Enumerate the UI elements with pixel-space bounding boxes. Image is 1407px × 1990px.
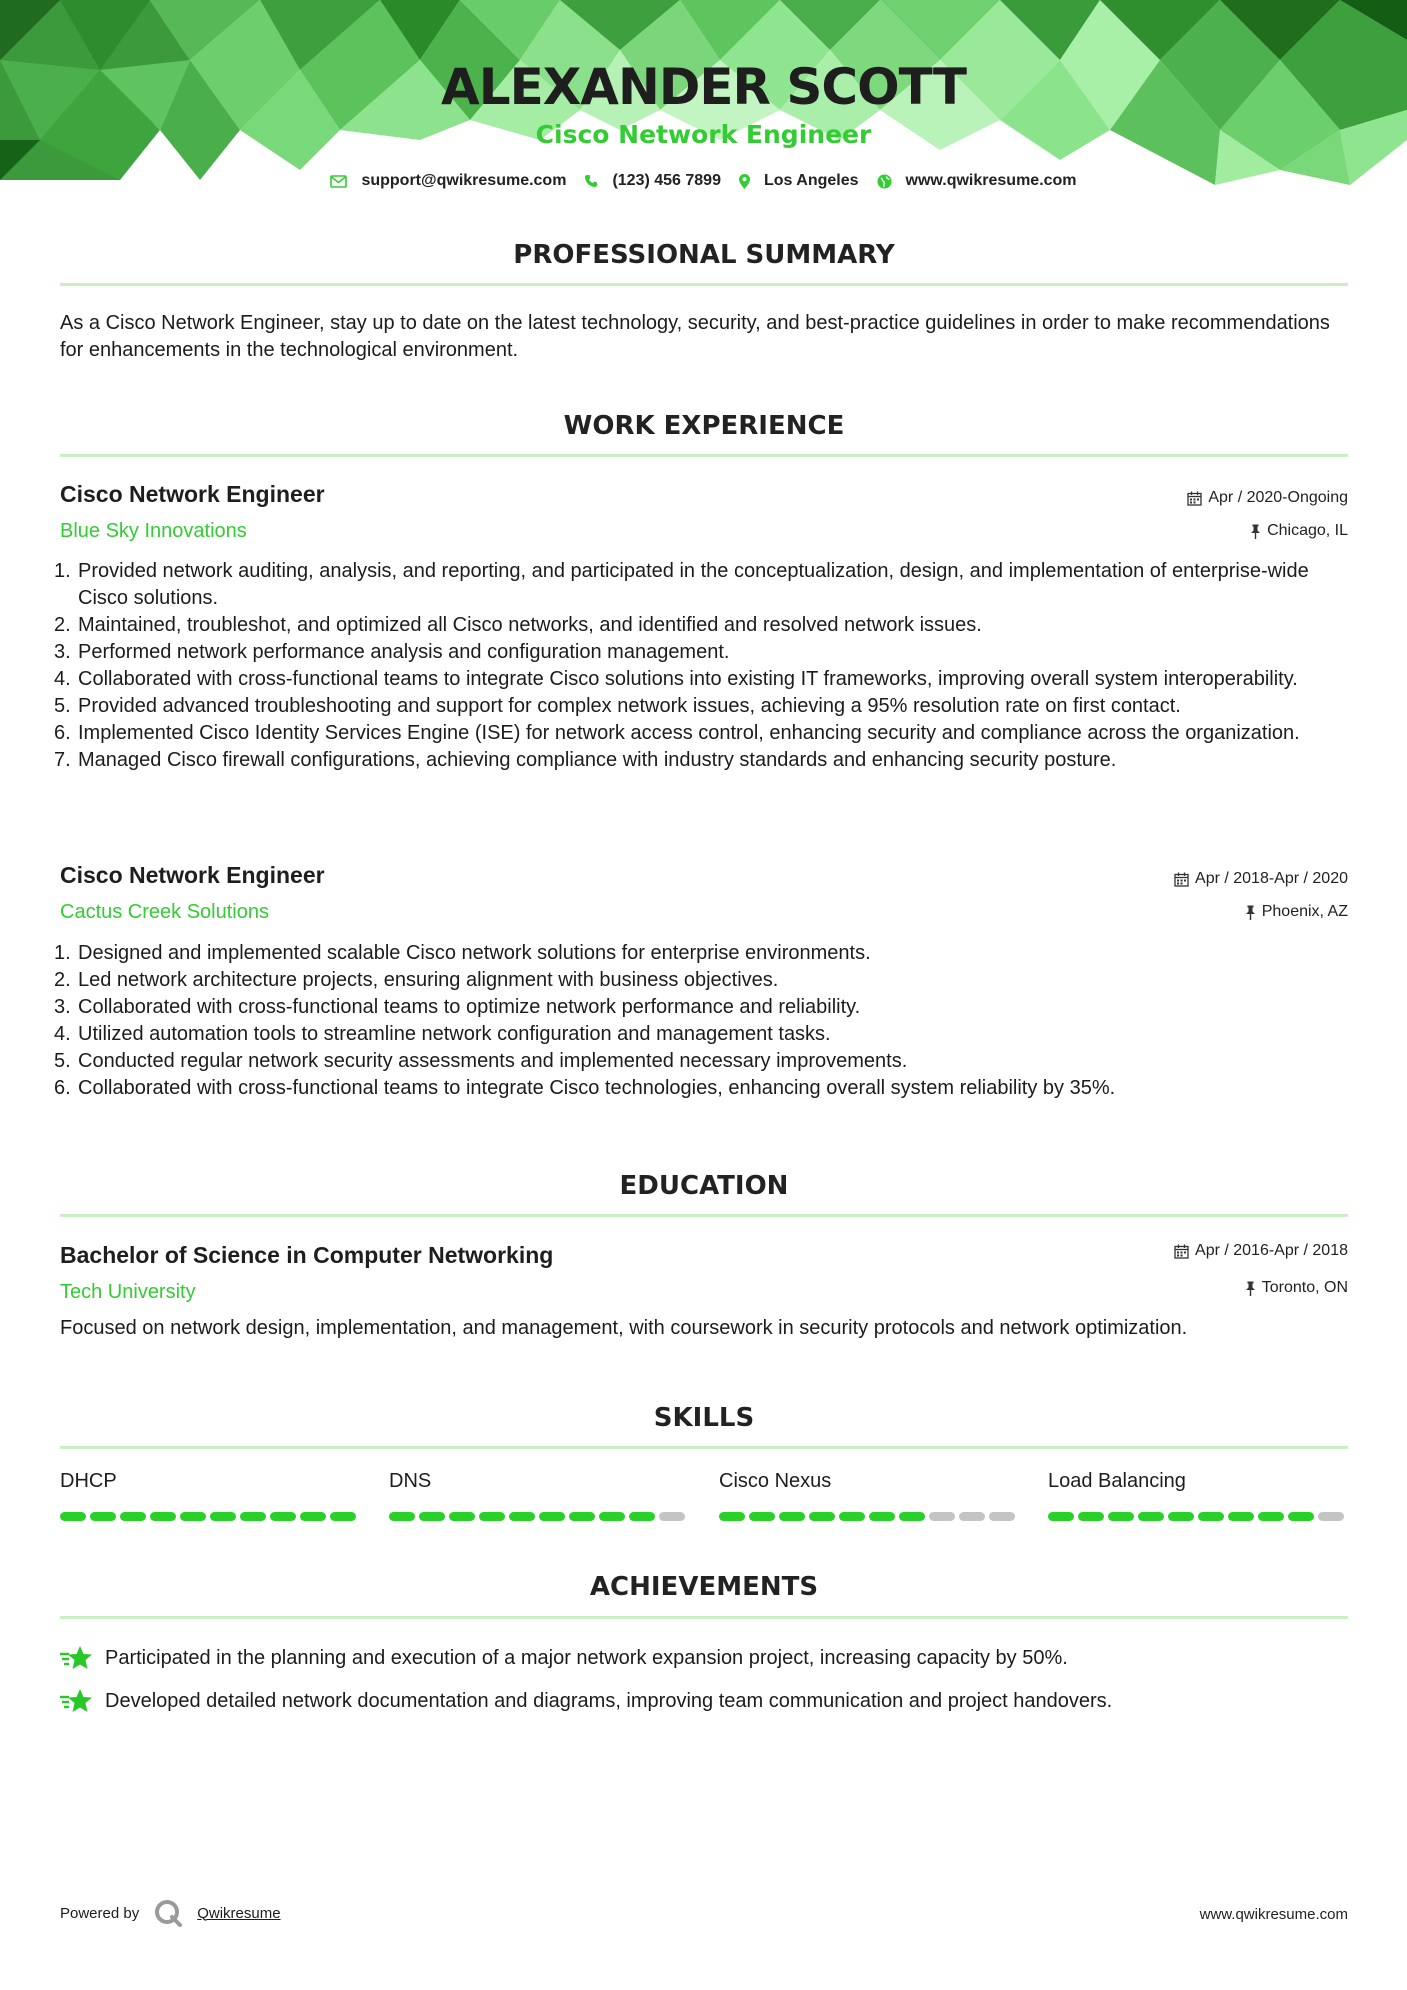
achievement-item — [60, 1687, 1350, 1715]
summary-rule — [60, 283, 1348, 286]
achievement-item — [60, 1644, 1350, 1672]
skill-segment — [539, 1512, 565, 1521]
achievements-rule — [60, 1616, 1348, 1619]
achievements-heading: ACHIEVEMENTS — [589, 1572, 819, 1602]
education-location-text: Toronto, ON — [1261, 1279, 1348, 1296]
skill-segment — [90, 1512, 116, 1521]
skill-segment — [1198, 1512, 1224, 1521]
skill-segment — [1318, 1512, 1344, 1521]
powered-by-label: Powered by — [60, 1904, 140, 1922]
degree-title: Bachelor of Science in Computer Networking — [60, 1242, 554, 1268]
calendar-icon — [1187, 491, 1202, 506]
job-dates — [1174, 870, 1348, 888]
skill-segment — [180, 1512, 206, 1521]
list-item: 3. Collaborated with cross-functional teams to optimize network performance and reliability. — [54, 996, 861, 1018]
skill-segment — [60, 1512, 86, 1521]
pushpin-icon — [1245, 905, 1256, 920]
candidate-role: Cisco Network Engineer — [535, 120, 872, 149]
skill-segment — [300, 1512, 326, 1521]
skill-dhcp — [60, 1470, 360, 1521]
skill-segment — [150, 1512, 176, 1521]
job-dates — [1187, 489, 1348, 507]
skill-cisco-nexus — [719, 1470, 1019, 1521]
skill-segment — [509, 1512, 535, 1521]
job-bullets — [54, 558, 1350, 774]
summary-text: As a Cisco Network Engineer, stay up to date on the latest technology, security, and best-practice guidelines in order to make recommendations for enhancements in the technological environment. — [60, 312, 1330, 361]
calendar-icon — [1174, 1244, 1189, 1259]
skill-segment — [599, 1512, 625, 1521]
pushpin-icon — [1250, 524, 1261, 539]
list-item: 5. Conducted regular network security assessments and implemented necessary improvements. — [54, 1050, 908, 1072]
email-text: support@qwikresume.com — [361, 172, 567, 189]
skill-name: DNS — [389, 1470, 432, 1492]
qwikresume-link[interactable]: Qwikresume — [197, 1904, 281, 1922]
education-rule — [60, 1214, 1348, 1217]
skill-segment — [839, 1512, 865, 1521]
skill-segment — [869, 1512, 895, 1521]
job-dates-text: Apr / 2020-Ongoing — [1208, 489, 1348, 506]
skill-segment — [899, 1512, 925, 1521]
job-location — [1245, 903, 1348, 921]
skill-segment — [389, 1512, 415, 1521]
website-text: www.qwikresume.com — [905, 172, 1077, 189]
skill-segment — [270, 1512, 296, 1521]
skill-bar — [1048, 1512, 1348, 1521]
star-icon — [60, 1644, 93, 1672]
skill-segment — [989, 1512, 1015, 1521]
skill-segment — [659, 1512, 685, 1521]
skill-segment — [809, 1512, 835, 1521]
skill-dns — [389, 1470, 689, 1521]
envelope-icon — [330, 175, 347, 188]
education-heading: EDUCATION — [619, 1171, 789, 1201]
phone-text: (123) 456 7899 — [612, 172, 721, 189]
skill-segment — [1168, 1512, 1194, 1521]
star-icon — [60, 1687, 93, 1715]
skill-segment — [210, 1512, 236, 1521]
list-item: 6. Implemented Cisco Identity Services Engine (ISE) for network access control, enhancing security and compliance across the organization. — [54, 722, 1300, 744]
candidate-name: ALEXANDER SCOTT — [441, 58, 966, 116]
skill-segment — [719, 1512, 745, 1521]
job-location — [1250, 522, 1348, 540]
footer-powered-by — [60, 1898, 281, 1928]
map-pin-icon — [739, 174, 750, 189]
qwikresume-logo-icon — [153, 1898, 183, 1928]
globe-icon — [877, 174, 892, 189]
skill-segment — [1138, 1512, 1164, 1521]
job-title: Cisco Network Engineer — [60, 862, 325, 888]
skill-name: Load Balancing — [1048, 1470, 1186, 1492]
skill-segment — [629, 1512, 655, 1521]
location-text: Los Angeles — [763, 172, 859, 189]
company-name: Cactus Creek Solutions — [60, 901, 269, 923]
contact-location — [739, 172, 859, 190]
skill-segment — [479, 1512, 505, 1521]
list-item: 3. Performed network performance analysis and configuration management. — [54, 641, 730, 663]
skills-rule — [60, 1446, 1348, 1449]
experience-heading: WORK EXPERIENCE — [563, 411, 845, 441]
contact-bar — [0, 172, 1407, 190]
skill-bar — [389, 1512, 689, 1521]
list-item: 1. Designed and implemented scalable Cisco network solutions for enterprise environments. — [54, 942, 871, 964]
company-name: Blue Sky Innovations — [60, 520, 247, 542]
experience-rule — [60, 454, 1348, 457]
skill-segment — [1288, 1512, 1314, 1521]
summary-heading: PROFESSIONAL SUMMARY — [513, 240, 895, 270]
job-title: Cisco Network Engineer — [60, 481, 325, 507]
calendar-icon — [1174, 872, 1189, 887]
skill-segment — [569, 1512, 595, 1521]
skill-segment — [749, 1512, 775, 1521]
list-item: 6. Collaborated with cross-functional teams to integrate Cisco technologies, enhancing overall system reliability by 35%. — [54, 1077, 1116, 1099]
skill-segment — [1048, 1512, 1074, 1521]
job-location-text: Phoenix, AZ — [1261, 903, 1348, 920]
list-item: 2. Maintained, troubleshot, and optimized all Cisco networks, and identified and resolved network issues. — [54, 614, 982, 636]
skill-segment — [1258, 1512, 1284, 1521]
job-location-text: Chicago, IL — [1267, 522, 1348, 539]
achievement-text: Participated in the planning and execution of a major network expansion project, increasing capacity by 50%. — [105, 1646, 1068, 1669]
phone-icon — [584, 174, 598, 188]
skill-segment — [779, 1512, 805, 1521]
contact-email[interactable] — [330, 172, 566, 190]
skill-segment — [959, 1512, 985, 1521]
education-description: Focused on network design, implementation, and management, with coursework in security protocols and network optimization. — [60, 1317, 1188, 1339]
skill-segment — [1078, 1512, 1104, 1521]
list-item: 4. Collaborated with cross-functional teams to integrate Cisco solutions into existing IT frameworks, improving overall system interoperability. — [54, 668, 1298, 690]
list-item: 5. Provided advanced troubleshooting and support for complex network issues, achieving a 95% resolution rate on first contact. — [54, 695, 1181, 717]
skill-segment — [929, 1512, 955, 1521]
skill-load-balancing — [1048, 1470, 1348, 1521]
skill-segment — [330, 1512, 356, 1521]
list-item: 4. Utilized automation tools to streamline network configuration and management tasks. — [54, 1023, 831, 1045]
education-dates — [1174, 1242, 1348, 1260]
contact-website[interactable] — [877, 172, 1077, 190]
skill-name: Cisco Nexus — [719, 1470, 832, 1492]
contact-phone[interactable] — [584, 172, 721, 190]
skill-bar — [60, 1512, 360, 1521]
skill-segment — [1108, 1512, 1134, 1521]
pushpin-icon — [1245, 1281, 1256, 1296]
school-name: Tech University — [60, 1281, 196, 1303]
skill-segment — [419, 1512, 445, 1521]
education-location — [1245, 1279, 1348, 1297]
footer-website[interactable]: www.qwikresume.com — [1199, 1906, 1348, 1923]
education-dates-text: Apr / 2016-Apr / 2018 — [1195, 1242, 1348, 1259]
list-item: 2. Led network architecture projects, ensuring alignment with business objectives. — [54, 969, 779, 991]
skill-bar — [719, 1512, 1019, 1521]
skill-segment — [120, 1512, 146, 1521]
skill-name: DHCP — [60, 1470, 117, 1492]
job-bullets — [54, 940, 1350, 1102]
skill-segment — [1228, 1512, 1254, 1521]
skill-segment — [240, 1512, 266, 1521]
skill-segment — [449, 1512, 475, 1521]
job-dates-text: Apr / 2018-Apr / 2020 — [1195, 870, 1348, 887]
list-item: 7. Managed Cisco firewall configurations, achieving compliance with industry standards and enhancing security posture. — [54, 749, 1117, 771]
skills-heading: SKILLS — [653, 1403, 755, 1433]
list-item: 1. Provided network auditing, analysis, and reporting, and participated in the conceptualization, design, and implementation of enterprise-wide Cisco solutions. — [54, 560, 1309, 609]
achievement-text: Developed detailed network documentation and diagrams, improving team communication and project handovers. — [105, 1689, 1113, 1712]
